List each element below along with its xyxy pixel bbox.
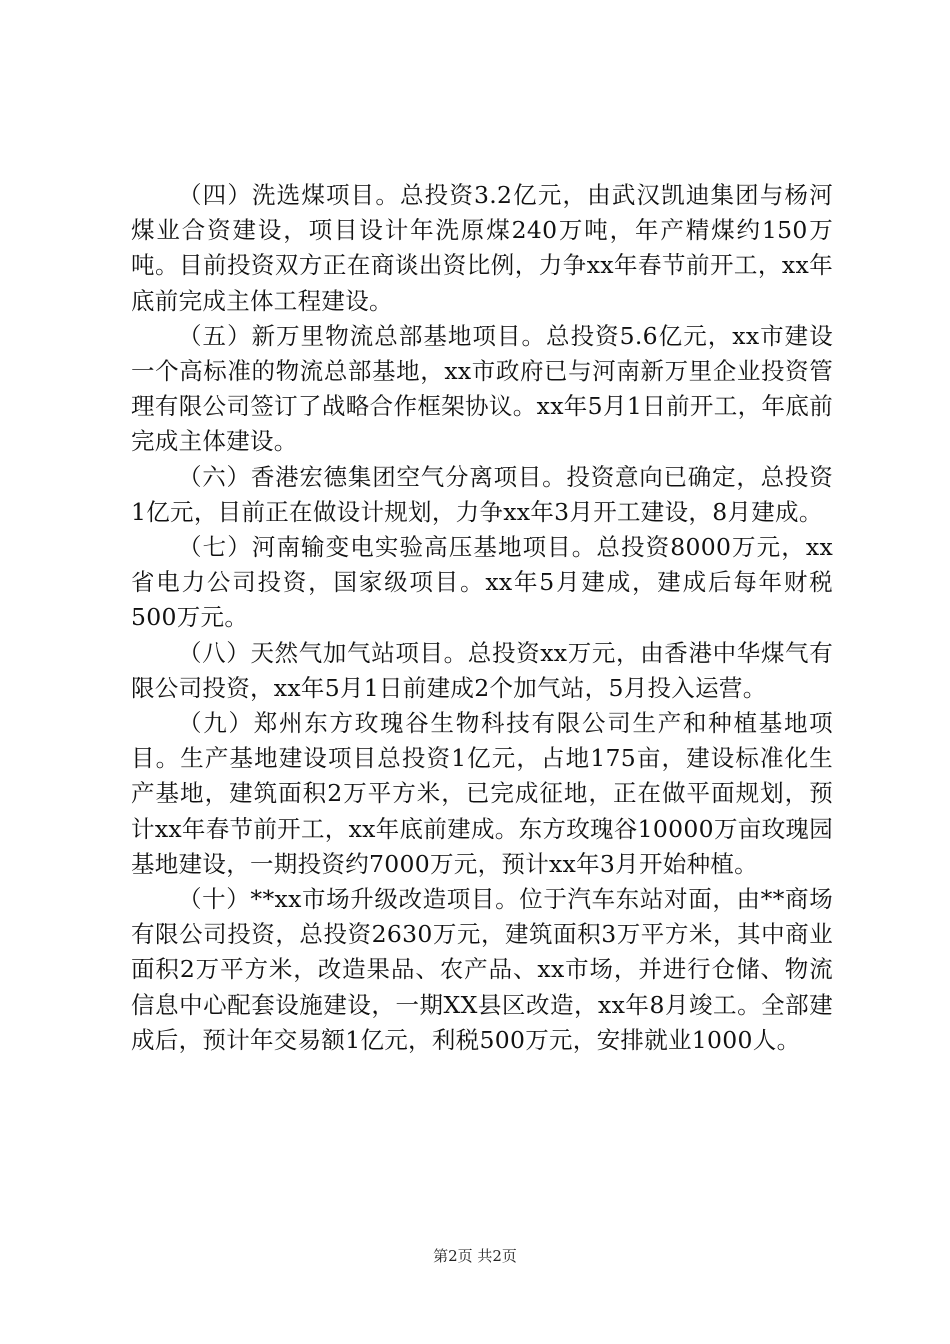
document-body — [131, 178, 833, 1058]
paragraph-project-7: （七）河南输变电实验高压基地项目。总投资8000万元，xx省电力公司投资，国家级项目。xx年5月建成，建成后每年财税500万元。 — [131, 533, 833, 632]
page-footer: 第2页 共2页 — [433, 1247, 517, 1265]
paragraph-project-10: （十）**xx市场升级改造项目。位于汽车东站对面，由**商场有限公司投资，总投资2630万元，建筑面积3万平方米，其中商业面积2万平方米，改造果品、农产品、xx市场，并进行仓储、物流信息中心配套设施建设，一期XX县区改造，xx年8月竣工。全部建成后，预计年交易额1亿元，利税500万元，安排就业1000人。 — [131, 885, 833, 1054]
paragraph-project-4: （四）洗选煤项目。总投资3.2亿元，由武汉凯迪集团与杨河煤业合资建设，项目设计年洗原煤240万吨，年产精煤约150万吨。目前投资双方正在商谈出资比例，力争xx年春节前开工，xx年底前完成主体工程建设。 — [131, 181, 833, 315]
paragraph-project-8: （八）天然气加气站项目。总投资xx万元，由香港中华煤气有限公司投资，xx年5月1日前建成2个加气站，5月投入运营。 — [131, 638, 833, 702]
paragraph-project-6: （六）香港宏德集团空气分离项目。投资意向已确定，总投资1亿元，目前正在做设计规划，力争xx年3月开工建设，8月建成。 — [131, 462, 833, 526]
paragraph-project-5: （五）新万里物流总部基地项目。总投资5.6亿元，xx市建设一个高标准的物流总部基地，xx市政府已与河南新万里企业投资管理有限公司签订了战略合作框架协议。xx年5月1日前开工，年底前完成主体建设。 — [131, 321, 833, 456]
paragraph-project-9: （九）郑州东方玫瑰谷生物科技有限公司生产和种植基地项目。生产基地建设项目总投资1亿元，占地175亩，建设标准化生产基地，建筑面积2万平方米，已完成征地，正在做平面规划，预计xx年春节前开工，xx年底前建成。东方玫瑰谷10000万亩玫瑰园基地建设，一期投资约7000万元，预计xx年3月开始种植。 — [131, 709, 833, 878]
